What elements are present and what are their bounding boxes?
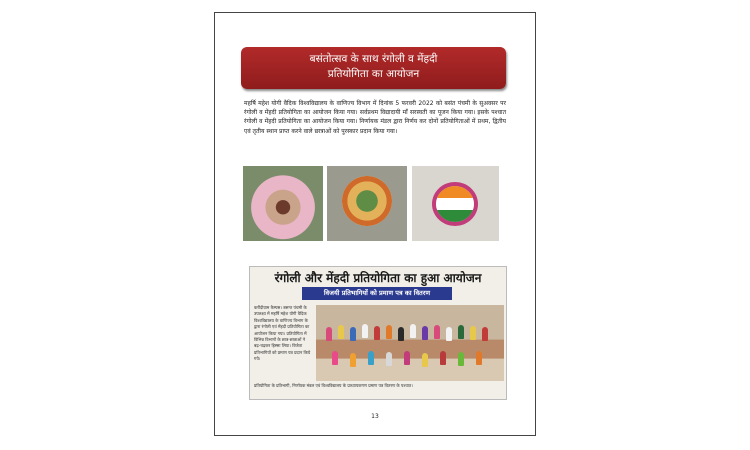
rangoli-tree-photo bbox=[327, 166, 407, 241]
mehndi-photo bbox=[243, 166, 323, 241]
newspaper-headline: रंगोली और मेंहदी प्रतियोगिता का हुआ आयोजन bbox=[274, 271, 482, 285]
body-paragraph: महर्षि महेश योगी वैदिक विश्वविद्यालय के वाणिज्य विभाग में दिनांक 5 फरवरी 2022 को बसंत पंचमी के सुअवसर पर रंगोली व मेंहदी प्रतियोगिता का आयोजन किया गया। सर्वप्रथम विद्यादायी माँ सरस्वती का पूजन किया गया। इसके पश्चात रंगोली व मेंहदी प्रतियोगिता का आयोजन किया गया। निर्णायक मंडल द्वारा निर्णय कर दोनों प्रतियोगिताओं में प्रथम, द्वितीय एवं तृतीय स्थान प्राप्त करने वाले छात्राओं को पुरस्कार प्रदान किया गया। bbox=[244, 100, 506, 135]
newspaper-body: करौंदीग्राम कैम्पस। बसन्त पंचमी के उपलक्ष्य में महर्षि महेश योगी वैदिक विश्वविद्यालय के वाणिज्य विभाग के द्वारा रंगोली एवं मेंहदी प्रतियोगिता का आयोजन किया गया। प्रतियोगिता में विभिन्न विभागों के छात्र-छात्राओं ने बढ़-चढ़कर हिस्सा लिया। विजेता प्रतिभागियों को प्रमाण पत्र प्रदान किये गये। bbox=[254, 305, 311, 362]
title-line-1: बसंतोत्सव के साथ रंगोली व मेंहदी bbox=[309, 53, 438, 65]
group-photo bbox=[316, 305, 504, 381]
title-line-2: प्रतियोगिता का आयोजन bbox=[327, 68, 420, 80]
newspaper-subheadline: विजयी प्रतिभागियों को प्रमाण पत्र का वितरण bbox=[302, 287, 452, 300]
newspaper-caption: प्रतियोगिता के प्रतिभागी, निर्णायक मंडल एवं विश्वविद्यालय के प्राध्यापकगण प्रमाण पत्र वितरण के पश्चात। bbox=[254, 383, 413, 388]
page-number: 13 bbox=[371, 413, 379, 420]
rangoli-flag-photo bbox=[412, 166, 499, 241]
newspaper-clipping bbox=[249, 266, 507, 400]
title-banner bbox=[241, 47, 506, 89]
document-page bbox=[214, 12, 536, 436]
